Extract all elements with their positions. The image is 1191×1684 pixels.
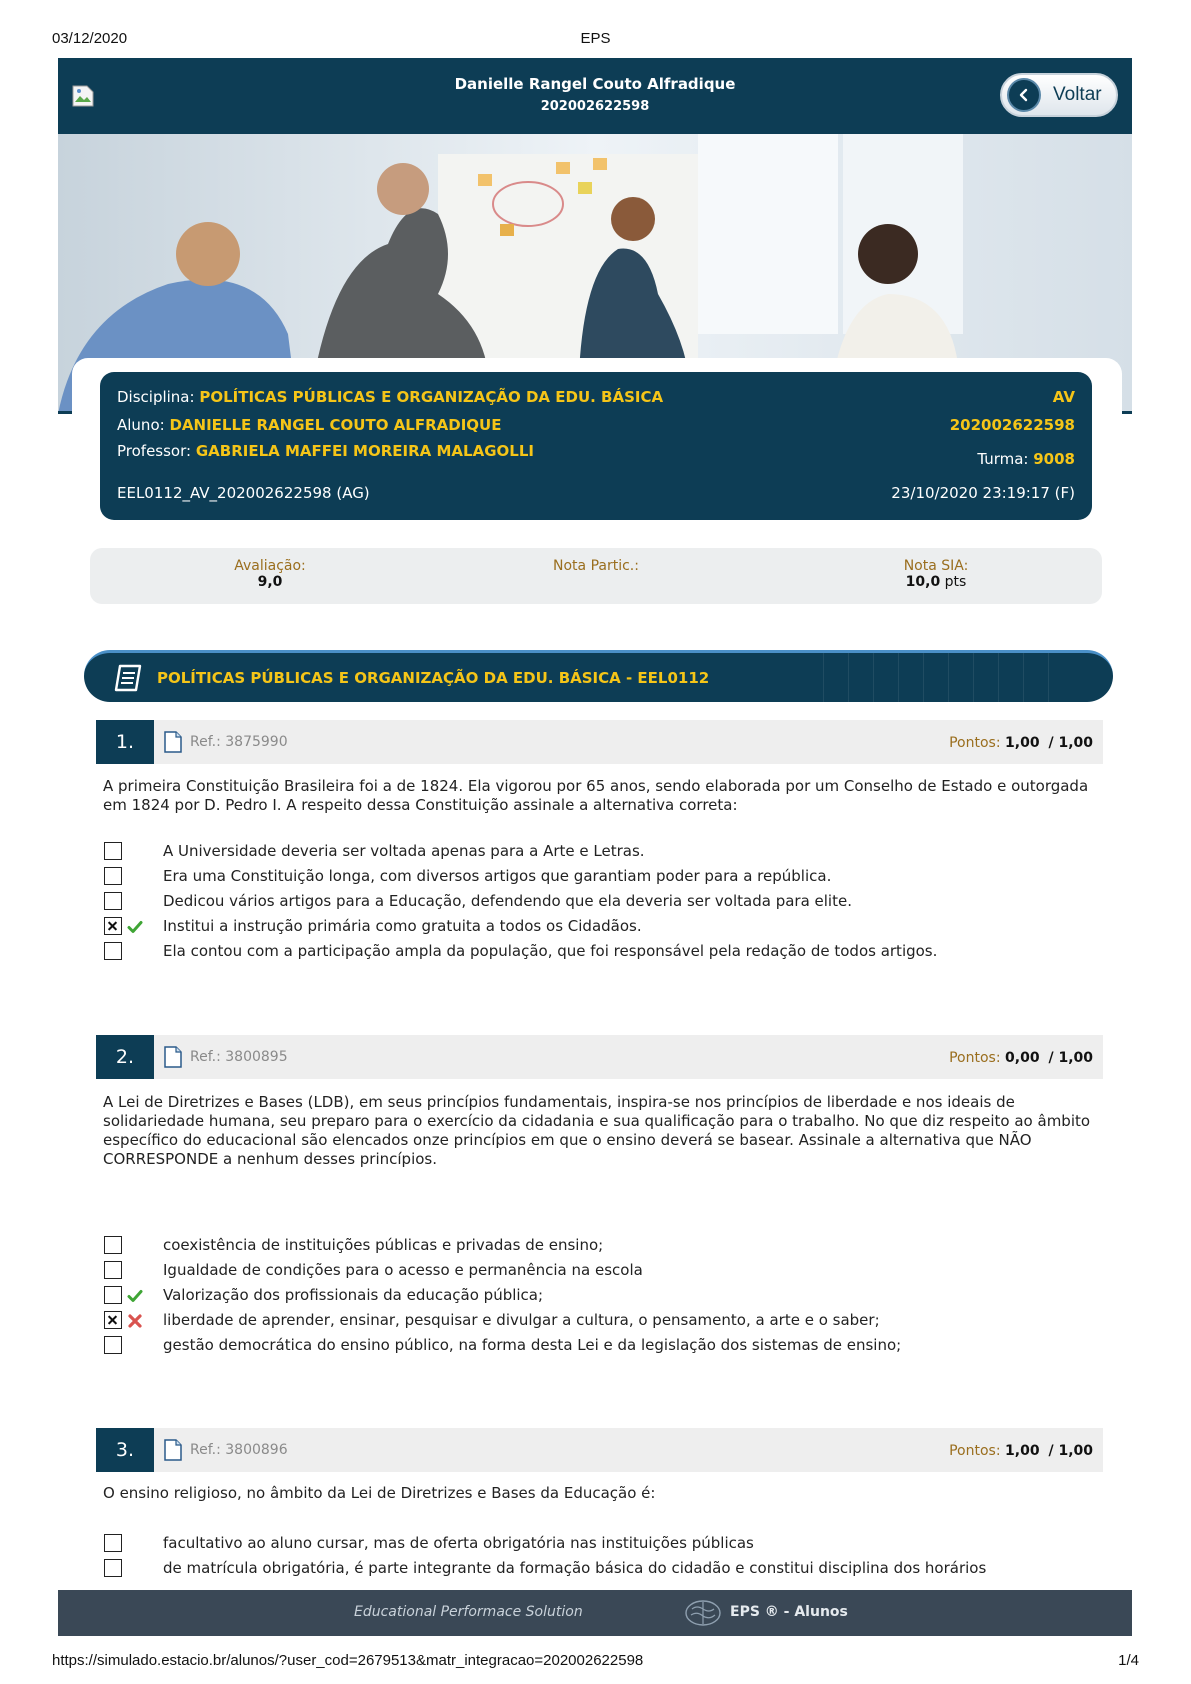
answer-option[interactable]: de matrícula obrigatória, é parte integrante da formação básica do cidadão e constitui disciplina dos horários: [103, 1558, 1103, 1583]
chevron-left-icon: [1007, 78, 1041, 112]
option-checkbox[interactable]: [104, 1236, 122, 1254]
print-header: [0, 30, 1191, 50]
professor-label: Professor:: [117, 442, 192, 460]
cross-icon: [127, 1313, 143, 1329]
matricula-value: 202002622598: [949, 416, 1075, 434]
answer-option[interactable]: A Universidade deveria ser voltada apenas para a Arte e Letras.: [103, 841, 1103, 866]
option-checkbox-checked[interactable]: [104, 917, 122, 935]
option-checkbox[interactable]: [104, 1286, 122, 1304]
grade-avaliacao: [190, 558, 350, 590]
subject-title: POLÍTICAS PÚBLICAS E ORGANIZAÇÃO DA EDU. BÁSICA - EEL0112: [157, 669, 710, 687]
answer-option[interactable]: facultativo ao aluno cursar, mas de oferta obrigatória nas instituições públicas: [103, 1533, 1103, 1558]
disciplina-label: Disciplina:: [117, 388, 195, 406]
document-icon: [164, 1046, 182, 1072]
brain-icon: [684, 1599, 722, 1631]
nota-sia-label: Nota SIA:: [903, 558, 969, 574]
book-icon: [112, 663, 144, 697]
answer-option[interactable]: Ela contou com a participação ampla da população, que foi responsável pela redação de todos artigos.: [103, 941, 1103, 966]
turma-row: [977, 450, 1075, 468]
back-button[interactable]: [1000, 73, 1118, 117]
answer-option[interactable]: liberdade de aprender, ensinar, pesquisar e divulgar a cultura, o pensamento, a arte e o saber;: [103, 1310, 1103, 1335]
print-title: EPS: [580, 30, 611, 47]
option-checkbox[interactable]: [104, 892, 122, 910]
question-ref: Ref.: 3875990: [190, 734, 288, 750]
top-header: [58, 58, 1132, 134]
option-checkbox[interactable]: [104, 942, 122, 960]
option-checkbox[interactable]: [104, 1261, 122, 1279]
question-text: A Lei de Diretrizes e Bases (LDB), em seus princípios fundamentais, inspira-se nos princípios de liberdade e nos ideais de solidariedade humana, seu preparo para o exercício da cidadania e sua qualificação para o trabalho. No que diz respeito ao âmbito específico do educacional são elencados onze princípios em que o ensino deverá se basear. Assinale a alternativa que NÃO CORRESPONDE a nenhum desses princípios.: [103, 1093, 1091, 1168]
question-text: A primeira Constituição Brasileira foi a de 1824. Ela vigorou por 65 anos, sendo elaborada por um Conselho de Estado e outorgada em 1824 por D. Pedro I. A respeito dessa Constituição assinale a alternativa correta:: [103, 777, 1089, 814]
turma-label: Turma:: [977, 450, 1029, 468]
assessment-datetime: 23/10/2020 23:19:17 (F): [891, 484, 1075, 502]
document-icon: [164, 731, 182, 757]
disciplina-value: POLÍTICAS PÚBLICAS E ORGANIZAÇÃO DA EDU. BÁSICA: [199, 388, 664, 406]
print-footer: [0, 1652, 1191, 1672]
nota-sia-unit: pts: [944, 574, 967, 590]
answer-option[interactable]: Dedicou vários artigos para a Educação, defendendo que ela deveria ser voltada para elite.: [103, 891, 1103, 916]
aluno-label: Aluno:: [117, 416, 165, 434]
check-icon: [127, 1288, 143, 1304]
question-header: [96, 1035, 1103, 1079]
question-text: O ensino religioso, no âmbito da Lei de Diretrizes e Bases da Educação é:: [103, 1484, 656, 1502]
professor-value: GABRIELA MAFFEI MOREIRA MALAGOLLI: [195, 442, 534, 460]
aluno-value: DANIELLE RANGEL COUTO ALFRADIQUE: [169, 416, 502, 434]
footer-tagline: Educational Performace Solution: [354, 1604, 583, 1620]
subject-bar: [84, 650, 1113, 702]
question-number: 1.: [96, 720, 154, 764]
answer-option[interactable]: Era uma Constituição longa, com diversos artigos que garantiam poder para a república.: [103, 866, 1103, 891]
option-checkbox-checked[interactable]: [104, 1311, 122, 1329]
footer-brand: EPS ® - Alunos: [730, 1604, 848, 1620]
question-number: 3.: [96, 1428, 154, 1472]
question-points: Pontos: 1,00 / 1,00: [949, 1443, 1093, 1459]
back-button-label: Voltar: [1053, 84, 1102, 105]
answer-option[interactable]: gestão democrática do ensino público, na forma desta Lei e da legislação dos sistemas de ensino;: [103, 1335, 1103, 1360]
print-page-number: 1/4: [1118, 1652, 1139, 1669]
grade-nota-sia: [846, 558, 1026, 590]
avaliacao-value: 9,0: [257, 574, 283, 590]
professor-row: [117, 442, 534, 460]
turma-value: 9008: [1033, 450, 1075, 468]
nota-sia-value: 10,0: [905, 574, 941, 590]
question-points: Pontos: 0,00 / 1,00: [949, 1050, 1093, 1066]
print-date: 03/12/2020: [52, 30, 128, 47]
answer-option[interactable]: Igualdade de condições para o acesso e permanência na escola: [103, 1260, 1103, 1285]
question-ref: Ref.: 3800895: [190, 1049, 288, 1065]
grade-nota-partic: [516, 558, 676, 574]
answer-option[interactable]: Institui a instrução primária como gratuita a todos os Cidadãos.: [103, 916, 1103, 941]
question-header: [96, 1428, 1103, 1472]
info-panel: [100, 372, 1092, 520]
student-name: Danielle Rangel Couto Alfradique: [454, 75, 736, 93]
print-url: https://simulado.estacio.br/alunos/?user_cod=2679513&matr_integracao=202002622598: [52, 1652, 644, 1669]
student-id: 202002622598: [540, 99, 650, 114]
answer-option[interactable]: coexistência de instituições públicas e privadas de ensino;: [103, 1235, 1103, 1260]
document-icon: [164, 1439, 182, 1465]
option-checkbox[interactable]: [104, 1559, 122, 1577]
check-icon: [127, 919, 143, 935]
nota-partic-label: Nota Partic.:: [553, 558, 639, 574]
question-header: [96, 720, 1103, 764]
avaliacao-label: Avaliação:: [234, 558, 306, 574]
aluno-row: [117, 416, 501, 434]
option-checkbox[interactable]: [104, 1534, 122, 1552]
question-points: Pontos: 1,00 / 1,00: [949, 735, 1093, 751]
disciplina-row: [117, 388, 663, 406]
option-checkbox[interactable]: [104, 867, 122, 885]
question-number: 2.: [96, 1035, 154, 1079]
assessment-code: EEL0112_AV_202002622598 (AG): [117, 484, 370, 502]
footer-bar: [58, 1590, 1132, 1636]
assessment-type: AV: [1052, 388, 1075, 406]
option-checkbox[interactable]: [104, 1336, 122, 1354]
question-ref: Ref.: 3800896: [190, 1442, 288, 1458]
answer-option[interactable]: Valorização dos profissionais da educação pública;: [103, 1285, 1103, 1310]
option-checkbox[interactable]: [104, 842, 122, 860]
grades-panel: [90, 548, 1102, 604]
